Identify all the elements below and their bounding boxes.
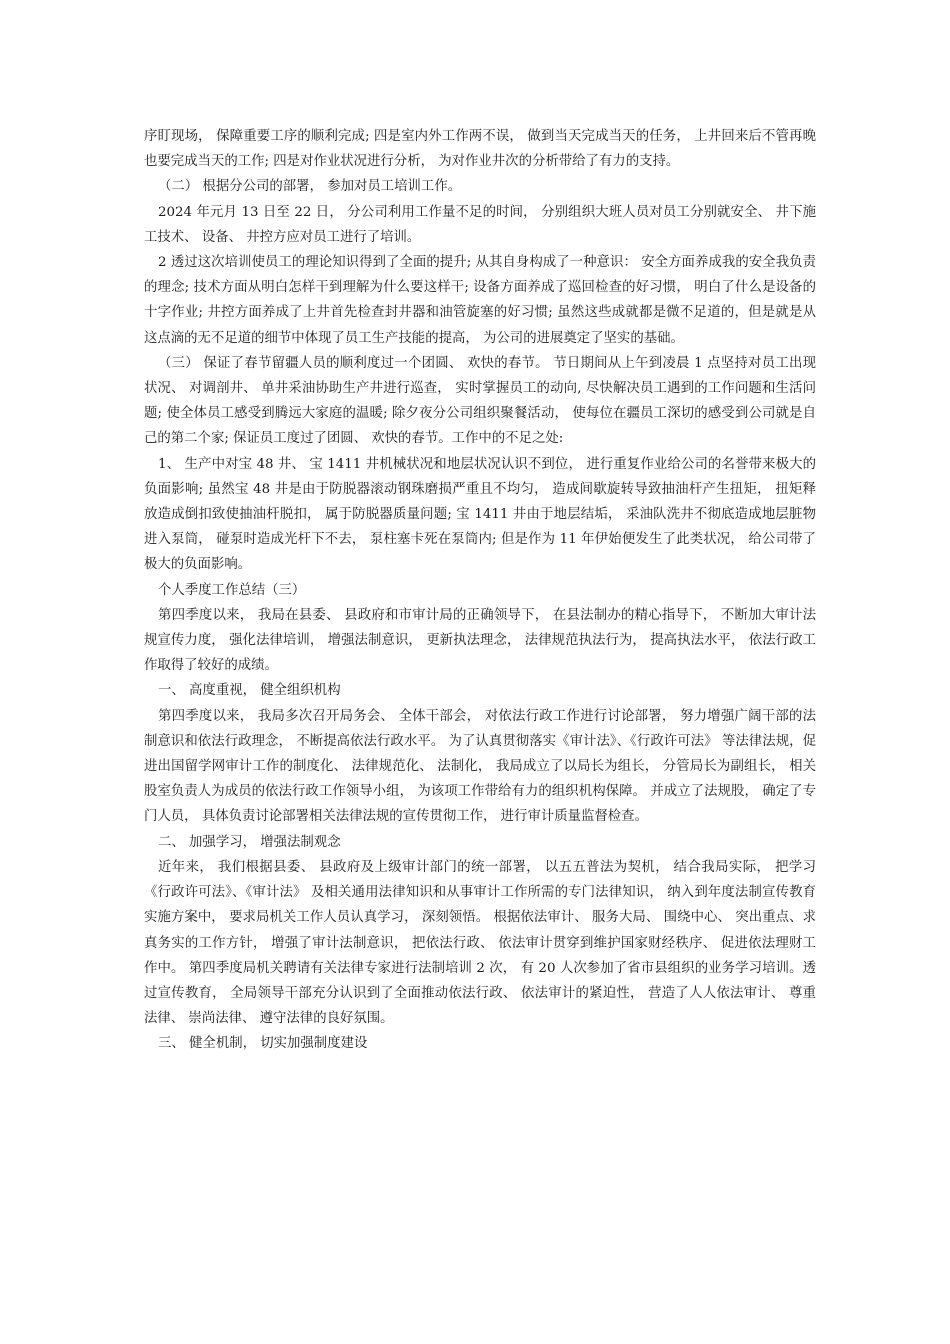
document-body (144, 124, 816, 1057)
paragraph-continuation: 序盯现场， 保障重要工序的顺利完成; 四是室内外工作两不误， 做到当天完成当天的任务， 上井回来后不管再晚也要完成当天的工作; 四是对作业状况进行分析， 为对作业井次的分析带给了有力的支持。 (144, 129, 816, 170)
paragraph-training-dates: 2024 年元月 13 日至 22 日， 分公司利用工作量不足的时间， 分别组织大班人员对员工分别就安全、 井下施工技术、 设备、 井控方应对员工进行了培训。 (144, 204, 816, 245)
heading-part-2: 二、 加强学习， 增强法制观念 (158, 834, 341, 850)
heading-part-1: 一、 高度重视， 健全组织机构 (158, 683, 341, 699)
paragraph-part-1: 第四季度以来， 我局多次召开局务会、 全体干部会， 对依法行政工作进行讨论部署， 努力增强广阔干部的法制意识和依法行政理念， 不断提高依法行政水平。 为了认真贯彻落实《审计法》、《行政许可法》 等法律法规，促进出国留学网审计工作的制度化、 法律规范化、 法制化， 我局成立了以局长为组长， 分管局长为副组长， 相关股室负责人为成员的依法行政工作领导小组， 为该项工作带给有力的组织机构保障。 并成立了法规股， 确定了专门人员， 具体负责讨论部署相关法律法规的宣传贯彻工作， 进行审计质量监督检查。 (144, 708, 816, 825)
section-heading-3-paragraph: （三） 保证了春节留疆人员的顺利度过一个团圆、 欢快的春节。 节日期间从上午到凌晨 1 点坚持对员工出现状况、 对调剖井、 单井采油协助生产井进行巡查， 实时掌握员工的动向, 尽快解决员工遇到的工作问题和生活问题; 使全体员工感受到腾远大家庭的温暖; 除夕夜分公司组织聚餐活动， 使每位在疆员工深切的感受到公司就是自己的第二个家; 保证员工度过了团圆、 欢快的春节。工作中的不足之处: (144, 355, 816, 447)
paragraph-part-2: 近年来， 我们根据县委、 县政府及上级审计部门的统一部署， 以五五普法为契机， 结合我局实际， 把学习《行政许可法》、《审计法》 及相关通用法律知识和从事审计工作所需的专门法律知识， 纳入到年度法制宣传教育实施方案中， 要求局机关工作人员认真学习， 深刻领悟。 根据依法审计、 服务大局、 围绕中心、 突出重点、求真务实的工作方针， 增强了审计法制意识， 把依法行政、 依法审计贯穿到维护国家财经秩序、 促进依法理财工作中。 第四季度局机关聘请有关法律专家进行法制培训 2 次， 有 20 人次参加了省市县组织的业务学习培训。透过宣传教育， 全局领导干部充分认识到了全面推动依法行政、 依法审计的紧迫性， 营造了人人依法审计、 尊重法律、 崇尚法律、 遵守法律的良好氛围。 (144, 859, 816, 1027)
paragraph-training-results: 2 透过这次培训使员工的理论知识得到了全面的提升; 从其自身构成了一种意识： 安全方面养成我的安全我负责的理念; 技术方面从明白怎样干到理解为什么要这样干; 设备方面养成了巡回检查的好习惯， 明白了什么是设备的十字作业; 井控方面养成了上井首先检查封井器和油管旋塞的好习惯; 虽然这些成就都是微不足道的，但是就是从这点滴的无不足道的细节中体现了员工生产技能的提高， 为公司的进展奠定了坚实的基础。 (144, 255, 816, 346)
paragraph-shortcomings-1: 1、 生产中对宝 48 井、 宝 1411 井机械状况和地层状况认识不到位， 进行重复作业给公司的名誉带来极大的负面影响; 虽然宝 48 井是由于防脱器滚动钢珠磨损严重且不均匀， 造成间歇旋转导致抽油杆产生扭矩， 扭矩释放造成倒扣致使抽油杆脱扣， 属于防脱器质量问题; 宝 1411 井由于地层结垢， 采油队洗井不彻底造成地层脏物进入泵筒， 碰泵时造成光杆下不去， 泵柱塞卡死在泵筒内; 但是作为 11 年伊始便发生了此类状况， 给公司带了极大的负面影响。 (144, 456, 816, 573)
paragraph-intro: 第四季度以来， 我局在县委、 县政府和市审计局的正确领导下， 在县法制办的精心指导下， 不断加大审计法规宣传力度， 强化法律培训， 增强法制意识， 更新执法理念， 法律规范执法行为， 提高执法水平， 依法行政工作取得了较好的成绩。 (144, 607, 816, 674)
heading-part-3: 三、 健全机制， 切实加强制度建设 (158, 1036, 368, 1052)
document-subtitle: 个人季度工作总结（三） (158, 582, 306, 598)
section-heading-2: （二） 根据分公司的部署， 参加对员工培训工作。 (158, 179, 462, 195)
